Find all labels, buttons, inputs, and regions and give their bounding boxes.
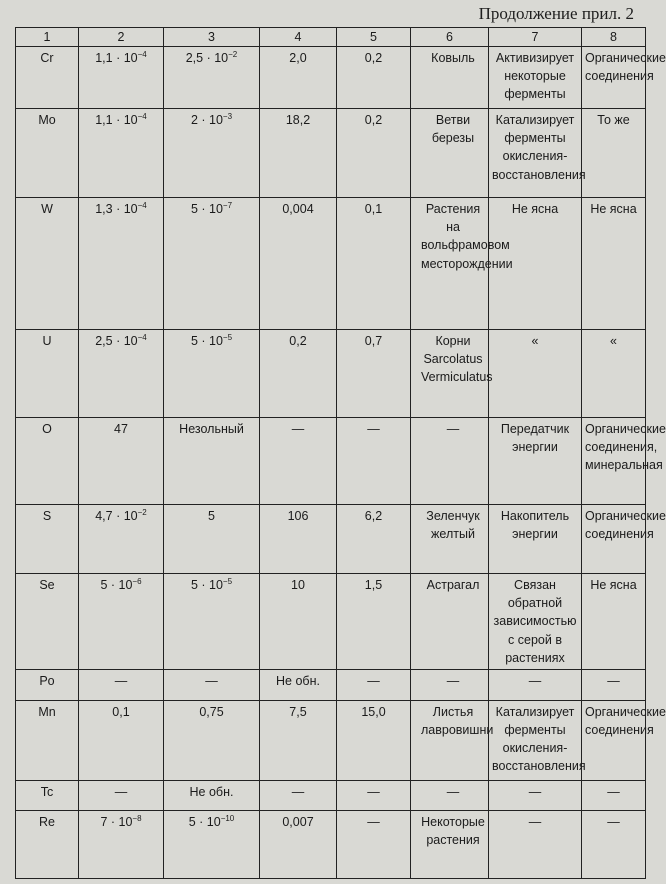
element-cell: Mo [16,109,79,198]
plant-content-cell: — [337,810,411,878]
header-cell: 3 [164,28,260,47]
element-cell: O [16,418,79,505]
accumulator-plant-cell: — [411,418,489,505]
plant-content-cell: — [337,669,411,700]
form-cell: Органические соединения [582,700,646,780]
soil-content-cell: 18,2 [260,109,337,198]
function-cell: Катализирует ферменты окисления-восстановления [489,109,582,198]
table-row [16,418,646,505]
accumulator-plant-cell: — [411,669,489,700]
header-cell: 8 [582,28,646,47]
water-content-cell: $5 \cdot 10^{-5}$ [164,574,260,670]
form-cell: Не ясна [582,198,646,330]
crust-content-cell: 0,1 [79,700,164,780]
form-cell: — [582,810,646,878]
header-cell: 7 [489,28,582,47]
form-cell: То же [582,109,646,198]
element-cell: Mn [16,700,79,780]
function-cell: « [489,330,582,418]
plant-content-cell: 6,2 [337,505,411,574]
exponent: −10 [220,813,235,823]
accumulator-plant-cell: Корни Sarcolatus Vermiculatus [411,330,489,418]
table-row [16,700,646,780]
form-cell: Не ясна [582,574,646,670]
plant-content-cell: — [337,418,411,505]
exponent: −4 [137,333,147,343]
header-row [16,28,646,47]
header-cell: 5 [337,28,411,47]
crust-content-cell: $1,1 \cdot 10^{-4}$ [79,109,164,198]
element-cell: Se [16,574,79,670]
soil-content-cell: — [260,780,337,810]
function-cell: — [489,810,582,878]
header-cell: 4 [260,28,337,47]
crust-content-cell: $2,5 \cdot 10^{-4}$ [79,330,164,418]
crust-content-cell: — [79,780,164,810]
table-caption: Продолжение прил. 2 [478,4,634,23]
element-cell: Re [16,810,79,878]
crust-content-cell: — [79,669,164,700]
element-table [15,27,666,879]
table-row [16,780,646,810]
plant-content-cell: 0,1 [337,198,411,330]
exponent: −4 [137,201,147,210]
exponent: −7 [222,201,233,210]
exponent: −4 [137,111,147,121]
crust-content-cell: 47 [79,418,164,505]
element-cell: W [16,198,79,330]
accumulator-plant-cell: Астрагал [411,574,489,670]
function-cell: Накопитель энергии [489,505,582,574]
soil-content-cell: 0,004 [260,198,337,330]
water-content-cell: $5 \cdot 10^{-7}$ [164,198,260,330]
table-row [16,505,646,574]
water-content-cell: Не обн. [164,780,260,810]
soil-content-cell: 0,2 [260,330,337,418]
accumulator-plant-cell: Ковыль [411,47,489,109]
form-cell: — [582,780,646,810]
plant-content-cell: 1,5 [337,574,411,670]
function-cell: Активизирует некоторые ферменты [489,47,582,109]
function-cell: — [489,780,582,810]
water-content-cell: $5 \cdot 10^{-10}$ [164,810,260,878]
table-row [16,810,646,878]
plant-content-cell: 0,2 [337,47,411,109]
exponent: −5 [222,333,233,343]
exponent: −4 [137,49,147,59]
form-cell: — [582,669,646,700]
form-cell: « [582,330,646,418]
element-cell: U [16,330,79,418]
water-content-cell: $2,5 \cdot 10^{-2}$ [164,47,260,109]
function-cell: Не ясна [489,198,582,330]
accumulator-plant-cell: Зеленчук желтый [411,505,489,574]
crust-content-cell: $1,3 \cdot 10^{-4}$ [79,198,164,330]
element-cell: Cr [16,47,79,109]
plant-content-cell: — [337,780,411,810]
crust-content-cell: $7 \cdot 10^{-8}$ [79,810,164,878]
accumulator-plant-cell: Листья лавровишни [411,700,489,780]
accumulator-plant-cell: Ветви березы [411,109,489,198]
element-cell: S [16,505,79,574]
soil-content-cell: 106 [260,505,337,574]
exponent: −2 [137,508,147,518]
element-cell: Tc [16,780,79,810]
header-cell: 6 [411,28,489,47]
exponent: −2 [228,49,238,59]
form-cell: Органические соединения [582,505,646,574]
table-row [16,47,646,109]
water-content-cell: 0,75 [164,700,260,780]
water-content-cell: $5 \cdot 10^{-5}$ [164,330,260,418]
crust-content-cell: $1,1 \cdot 10^{-4}$ [79,47,164,109]
water-content-cell: 5 [164,505,260,574]
crust-content-cell: $4,7 \cdot 10^{-2}$ [79,505,164,574]
form-cell: Органические соединения [582,47,646,109]
table-row [16,574,646,670]
header-cell: 1 [16,28,79,47]
table-row [16,669,646,700]
form-cell: Органические соединения, минеральная [582,418,646,505]
water-content-cell: $2 \cdot 10^{-3}$ [164,109,260,198]
soil-content-cell: 7,5 [260,700,337,780]
soil-content-cell: 2,0 [260,47,337,109]
function-cell: Связан обратной зависимостью с серой в растениях [489,574,582,670]
accumulator-plant-cell: Некоторые растения [411,810,489,878]
function-cell: — [489,669,582,700]
element-cell: Po [16,669,79,700]
exponent: −3 [222,111,233,121]
header-cell: 2 [79,28,164,47]
plant-content-cell: 0,2 [337,109,411,198]
plant-content-cell: 15,0 [337,700,411,780]
soil-content-cell: — [260,418,337,505]
soil-content-cell: 0,007 [260,810,337,878]
soil-content-cell: 10 [260,574,337,670]
exponent: −6 [132,577,142,587]
exponent: −5 [222,577,233,587]
accumulator-plant-cell: — [411,780,489,810]
soil-content-cell: Не обн. [260,669,337,700]
water-content-cell: — [164,669,260,700]
table-row [16,198,646,330]
water-content-cell: Незольный [164,418,260,505]
table-row [16,109,646,198]
function-cell: Передатчик энергии [489,418,582,505]
function-cell: Катализирует ферменты окисления-восстановления [489,700,582,780]
accumulator-plant-cell: Растения на вольфрамовом месторождении [411,198,489,330]
crust-content-cell: $5 \cdot 10^{-6}$ [79,574,164,670]
table-row [16,330,646,418]
exponent: −8 [132,813,142,823]
plant-content-cell: 0,7 [337,330,411,418]
